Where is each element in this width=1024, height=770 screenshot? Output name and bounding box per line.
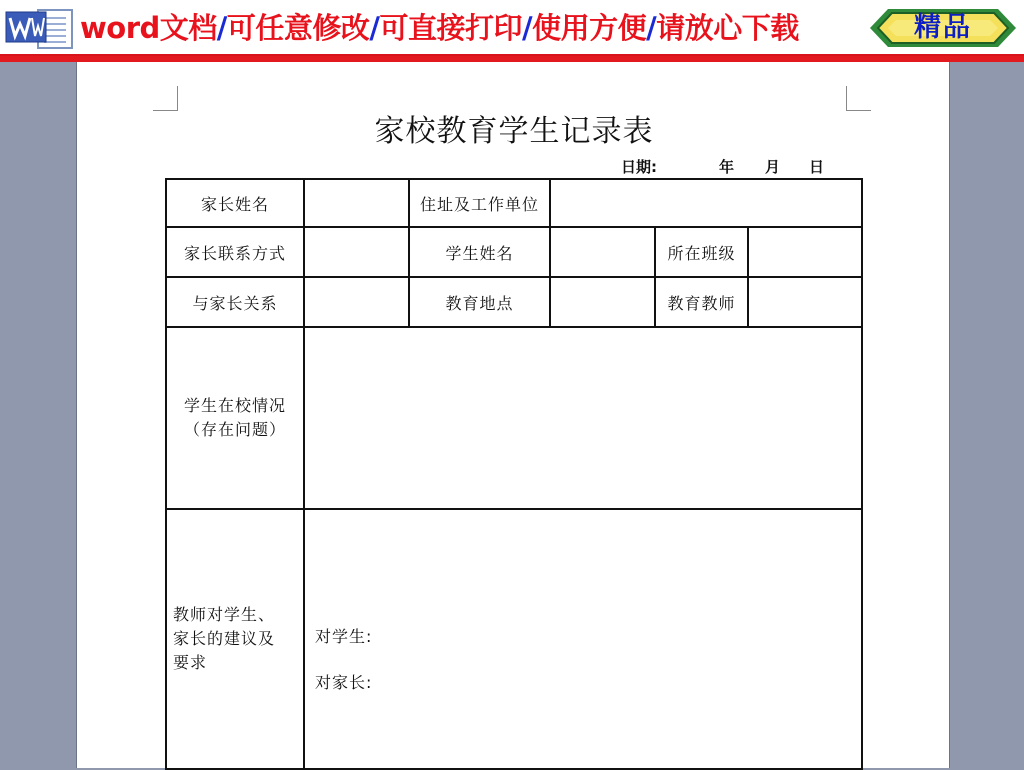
slogan-slash: / (216, 11, 227, 45)
date-line (621, 156, 851, 178)
location-label: 教育地点 (409, 277, 550, 327)
school-status-field[interactable] (304, 327, 862, 509)
teacher-label: 教育教师 (655, 277, 748, 327)
school-status-label-line1: 学生在校情况 (183, 396, 286, 415)
address-work-label: 住址及工作单位 (409, 179, 550, 227)
teacher-field[interactable] (748, 277, 862, 327)
slogan-part: 使用方便 (532, 11, 647, 45)
relation-field[interactable] (304, 277, 409, 327)
date-month: 月 (765, 158, 781, 176)
slogan-slash: / (646, 11, 657, 45)
teacher-advice-label-line2: 家长的建议及 (173, 629, 276, 648)
address-work-field[interactable] (550, 179, 862, 227)
slogan-part: 可任意修改 (226, 11, 370, 45)
slogan-slash: / (522, 11, 533, 45)
school-status-label (166, 327, 304, 509)
teacher-advice-field[interactable] (304, 509, 862, 769)
relation-label: 与家长关系 (166, 277, 304, 327)
location-field[interactable] (550, 277, 655, 327)
record-table (165, 178, 863, 770)
banner-slogan (80, 6, 799, 50)
slogan-part: 可直接打印 (379, 11, 522, 45)
advice-to-parent-label: 对家长: (315, 673, 373, 692)
school-status-label-line2: （存在问题） (183, 420, 286, 439)
student-name-field[interactable] (550, 227, 655, 277)
word-document-icon (4, 4, 76, 52)
teacher-advice-label-line1: 教师对学生、 (173, 605, 276, 624)
parent-contact-label: 家长联系方式 (166, 227, 304, 277)
slogan-part: 请放心下载 (656, 11, 799, 45)
slogan-slash: / (369, 11, 380, 45)
parent-name-field[interactable] (304, 179, 409, 227)
premium-badge: 精品 (914, 12, 972, 43)
advice-to-student-label: 对学生: (315, 627, 373, 646)
parent-contact-field[interactable] (304, 227, 409, 277)
class-field[interactable] (748, 227, 862, 277)
document-page (76, 62, 950, 768)
teacher-advice-label (166, 509, 304, 769)
student-name-label: 学生姓名 (409, 227, 550, 277)
teacher-advice-label-line3: 要求 (173, 653, 208, 672)
date-day: 日 (809, 158, 825, 176)
parent-name-label: 家长姓名 (166, 179, 304, 227)
date-label: 日期: (621, 158, 657, 176)
date-year: 年 (719, 158, 735, 176)
document-title: 家校教育学生记录表 (374, 114, 654, 149)
class-label: 所在班级 (655, 227, 748, 277)
slogan-part: word文档 (80, 11, 217, 45)
